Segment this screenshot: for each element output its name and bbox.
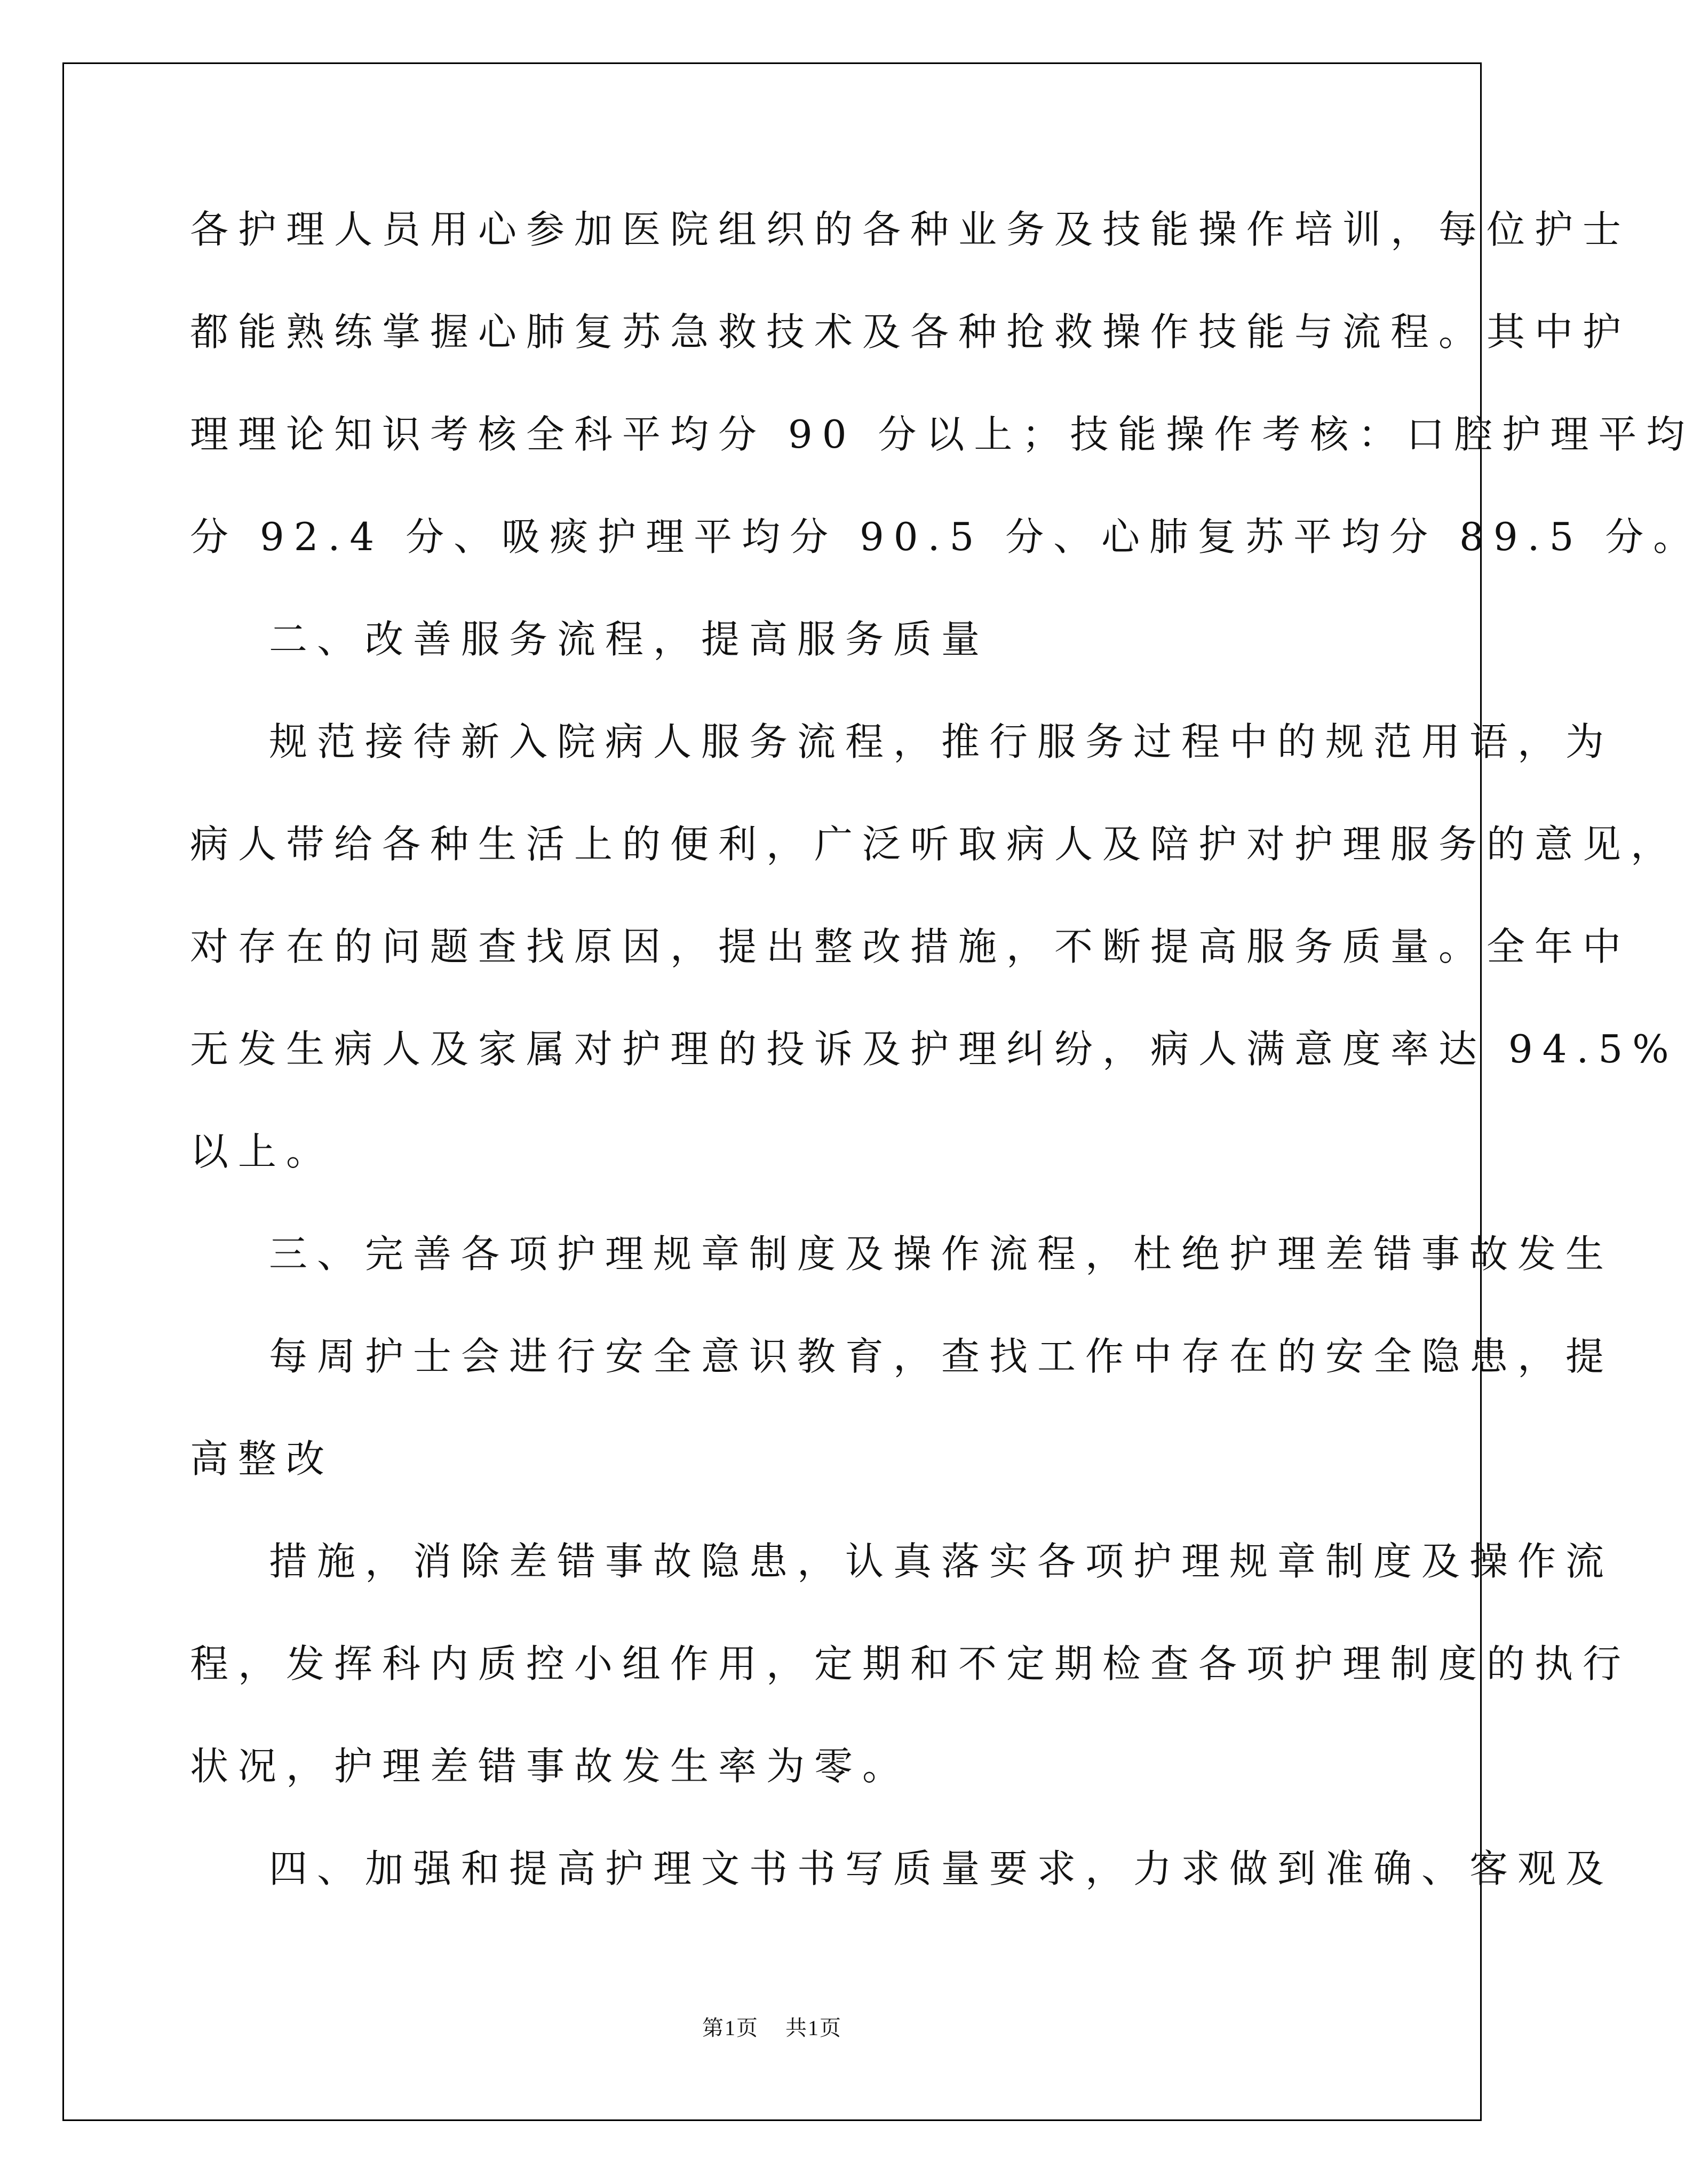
section-heading: 四、加强和提高护理文书书写质量要求，力求做到准确、客观及 xyxy=(269,1846,1614,1891)
text-line: 每周护士会进行安全意识教育，查找工作中存在的安全隐患，提 xyxy=(269,1334,1614,1379)
page-number: 第1页 xyxy=(702,2016,759,2040)
text-line: 分 92.4 分、吸痰护理平均分 90.5 分、心肺复苏平均分 89.5 分。 xyxy=(190,514,1701,559)
page-total: 共1页 xyxy=(785,2016,842,2040)
text-line: 各护理人员用心参加医院组织的各种业务及技能操作培训，每位护士 xyxy=(190,207,1631,252)
text-line: 高整改 xyxy=(190,1436,335,1481)
text-line: 无发生病人及家属对护理的投诉及护理纠纷，病人满意度率达 94.5% xyxy=(190,1027,1679,1071)
text-line: 状况，护理差错事故发生率为零。 xyxy=(190,1744,911,1789)
text-line: 措施，消除差错事故隐患，认真落实各项护理规章制度及操作流 xyxy=(269,1539,1614,1584)
section-heading: 三、完善各项护理规章制度及操作流程，杜绝护理差错事故发生 xyxy=(269,1232,1614,1276)
text-line: 以上。 xyxy=(190,1129,335,1174)
page-footer xyxy=(0,2015,1544,2042)
text-line: 程，发挥科内质控小组作用，定期和不定期检查各项护理制度的执行 xyxy=(190,1641,1631,1686)
section-heading: 二、改善服务流程，提高服务质量 xyxy=(269,617,990,662)
text-line: 对存在的问题查找原因，提出整改措施，不断提高服务质量。全年中 xyxy=(190,924,1631,969)
text-line: 理理论知识考核全科平均分 90 分以上；技能操作考核：口腔护理平均 xyxy=(190,412,1695,457)
text-line: 病人带给各种生活上的便利，广泛听取病人及陪护对护理服务的意见， xyxy=(190,822,1679,867)
page-border xyxy=(62,62,1482,2121)
text-line: 规范接待新入院病人服务流程，推行服务过程中的规范用语，为 xyxy=(269,719,1614,764)
text-line: 都能熟练掌握心肺复苏急救技术及各种抢救操作技能与流程。其中护 xyxy=(190,309,1631,354)
